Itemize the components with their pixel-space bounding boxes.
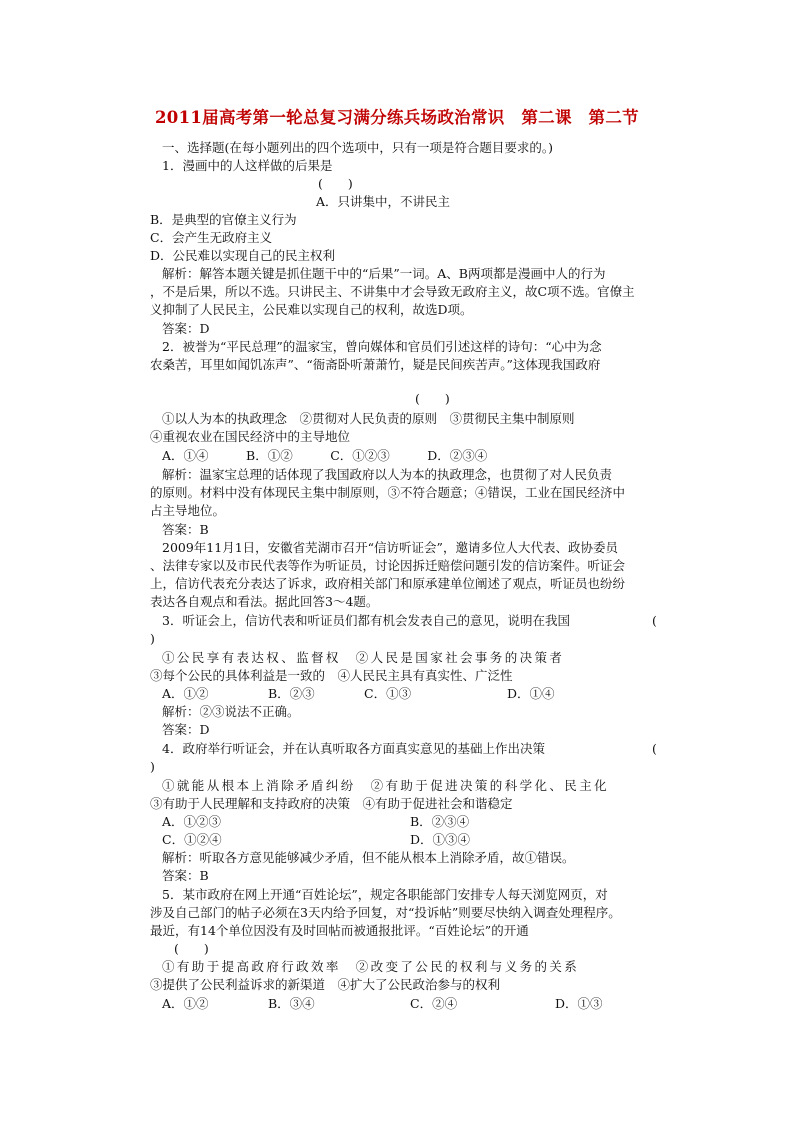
q4-option-b: B．②③④ — [410, 814, 470, 829]
q3-items-line-2: ③每个公民的具体利益是一致的 ④人民民主具有真实性、广泛性 — [150, 668, 513, 683]
q5-bracket: ( ) — [174, 941, 209, 956]
q1-option-c: C．会产生无政府主义 — [150, 230, 273, 245]
material-line-1: 2009年11月1日，安徽省芜湖市召开“信访听证会”，邀请多位人大代表、政协委员 — [162, 540, 618, 555]
q4-items-line-2: ③有助于人民理解和支持政府的决策 ④有助于促进社会和谐稳定 — [150, 796, 513, 811]
q4-option-d: D．①③④ — [410, 832, 471, 847]
q2-analysis-line-3: 占主导地位。 — [150, 503, 226, 518]
q1-option-b: B．是典型的官僚主义行为 — [150, 212, 297, 227]
q3-option-d: D．①④ — [507, 686, 555, 701]
q2-stem-line-1: 2．被誉为“平民总理”的温家宝，曾向媒体和官员们引述这样的诗句：“心中为念 — [162, 339, 602, 354]
q3-analysis: 解析：②③说法不正确。 — [162, 704, 300, 719]
q4-bracket-open: ( — [652, 741, 657, 756]
q3-option-b: B．②③ — [268, 686, 315, 701]
q2-analysis-line-2: 的原则。材料中没有体现民主集中制原则，③不符合题意；④错误，工业在国民经济中 — [150, 485, 626, 500]
q2-items-line-1: ①以人为本的执政理念 ②贯彻对人民负责的原则 ③贯彻民主集中制原则 — [162, 411, 575, 426]
material-line-2: 、法律专家以及市民代表等作为听证员，讨论因拆迁赔偿问题引发的信访案件。听证会 — [150, 558, 626, 573]
q4-bracket-close: ) — [150, 759, 155, 774]
q3-bracket-close: ) — [150, 631, 155, 646]
q2-options: A．①④ B．①② C．①②③ D．②③④ — [162, 448, 488, 463]
material-line-4: 表达各自观点和看法。据此回答3～4题。 — [150, 594, 379, 609]
q1-analysis-line-2: ，不是后果，所以不选。只讲民主、不讲集中才会导致无政府主义，故C项不选。官僚主 — [150, 284, 635, 299]
q5-items-line-1: ①有助于提高政府行政效率 ②改变了公民的权利与义务的关系 — [162, 959, 580, 974]
q3-option-c: C．①③ — [364, 686, 412, 701]
section-heading: 一、选择题(在每小题列出的四个选项中，只有一项是符合题目要求的。) — [162, 140, 554, 155]
q5-option-c: C．②④ — [410, 996, 458, 1011]
q1-bracket: ( ) — [318, 176, 353, 191]
q3-answer: 答案：D — [162, 722, 210, 737]
q4-option-c: C．①②④ — [162, 832, 222, 847]
q2-analysis-line-1: 解析：温家宝总理的话体现了我国政府以人为本的执政理念，也贯彻了对人民负责 — [162, 467, 613, 482]
q5-option-b: B．③④ — [268, 996, 315, 1011]
q5-option-d: D．①③ — [555, 996, 603, 1011]
q3-items-line-1: ①公民享有表达权、监督权 ②人民是国家社会事务的决策者 — [162, 650, 565, 665]
q3-option-a: A．①② — [162, 686, 209, 701]
q5-option-a: A．①② — [162, 996, 209, 1011]
q1-stem: 1．漫画中的人这样做的后果是 — [162, 158, 333, 173]
q3-bracket-open: ( — [652, 613, 657, 628]
q1-analysis-line-1: 解析：解答本题关键是抓住题干中的“后果”一词。A、B两项都是漫画中人的行为 — [162, 266, 606, 281]
q2-bracket: ( ) — [415, 391, 450, 406]
q1-answer: 答案：D — [162, 321, 210, 336]
q2-answer: 答案：B — [162, 522, 209, 537]
page-title: 2011届高考第一轮总复习满分练兵场政治常识 第二课 第二节 — [155, 108, 639, 127]
q3-stem: 3．听证会上，信访代表和听证员们都有机会发表自己的意见，说明在我国 — [162, 613, 570, 628]
q2-stem-line-2: 农桑苦，耳里如闻饥冻声”、“衙斋卧听萧萧竹，疑是民间疾苦声。”这体现我国政府 — [150, 357, 601, 372]
q4-answer: 答案：B — [162, 868, 209, 883]
q5-stem-line-2: 涉及自己部门的帖子必须在3天内给予回复，对“投诉帖”则要尽快纳入调查处理程序。 — [150, 905, 621, 920]
q5-stem-line-1: 5．某市政府在网上开通“百姓论坛”，规定各职能部门安排专人每天浏览网页，对 — [162, 887, 608, 902]
q4-option-a: A．①②③ — [162, 814, 222, 829]
material-line-3: 上，信访代表充分表达了诉求，政府相关部门和原承建单位阐述了观点，听证员也纷纷 — [150, 576, 626, 591]
q5-stem-line-3: 最近，有14个单位因没有及时回帖而被通报批评。“百姓论坛”的开通 — [150, 923, 529, 938]
q4-analysis: 解析：听取各方意见能够减少矛盾，但不能从根本上消除矛盾，故①错误。 — [162, 850, 575, 865]
q4-items-line-1: ①就能从根本上消除矛盾纠纷 ②有助于促进决策的科学化、民主化 — [162, 778, 610, 793]
q5-items-line-2: ③提供了公民利益诉求的新渠道 ④扩大了公民政治参与的权利 — [150, 977, 501, 992]
q1-option-d: D．公民难以实现自己的民主权利 — [150, 248, 336, 263]
q2-items-line-2: ④重视农业在国民经济中的主导地位 — [150, 429, 351, 444]
q1-option-a: A．只讲集中，不讲民主 — [316, 194, 451, 209]
q4-stem: 4．政府举行听证会，并在认真听取各方面真实意见的基础上作出决策 — [162, 741, 545, 756]
q1-analysis-line-3: 义抑制了人民民主，公民难以实现自己的权利，故选D项。 — [150, 302, 473, 317]
